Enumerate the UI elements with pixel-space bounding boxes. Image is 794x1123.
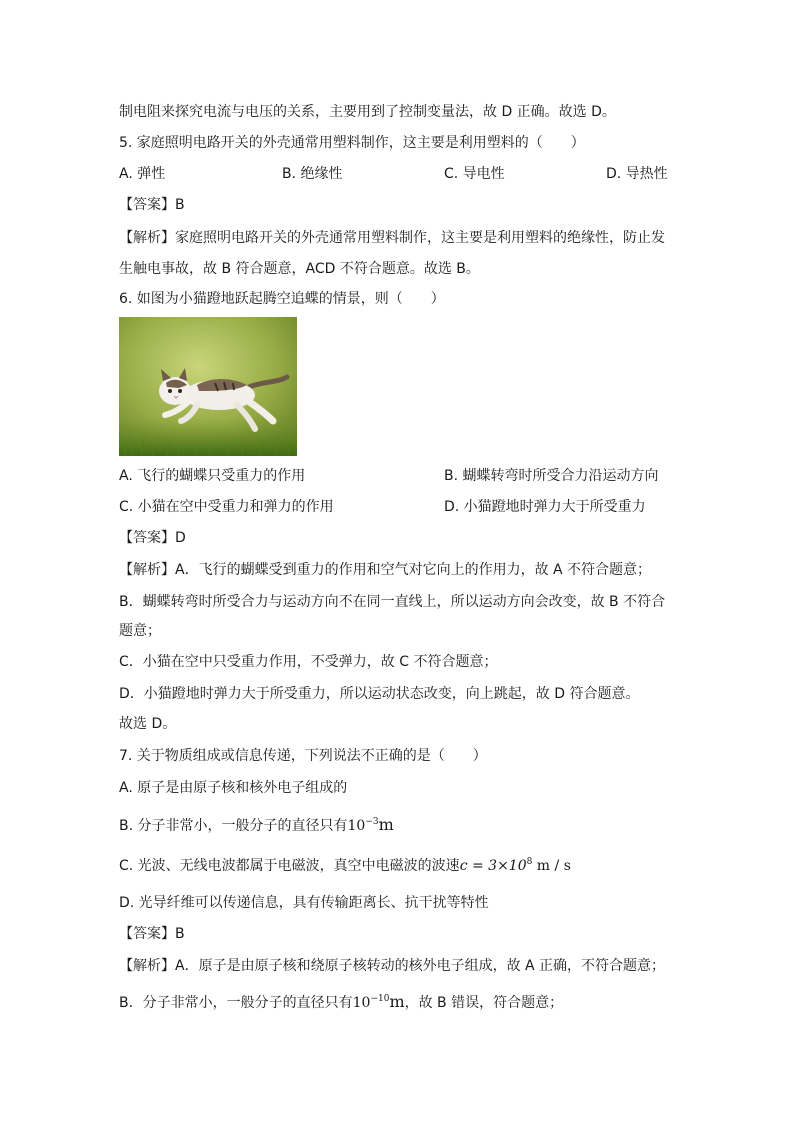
q7-analysis-a: 【解析】A．原子是由原子核和绕原子核转动的核外电子组成，故 A 正确，不符合题意； (119, 958, 666, 974)
q7-option-c-formula: c = 3×10 (459, 858, 527, 874)
q7-option-b-base: 10 (347, 818, 366, 834)
kitten-image (119, 317, 297, 456)
q6-option-b: B. 蝴蝶转弯时所受合力沿运动方向 (444, 468, 659, 484)
q6-analysis-a: 【解析】A．飞行的蝴蝶受到重力的作用和空气对它向上的作用力，故 A 不符合题意； (119, 562, 652, 578)
q7-option-b-text: B. 分子非常小，一般分子的直径只有 (119, 818, 348, 834)
q7-analysis-b-unit: m (389, 992, 405, 1011)
q7-stem: 7. 关于物质组成或信息传递，下列说法不正确的是（ ） (119, 748, 487, 764)
q7-analysis-b (119, 992, 563, 1013)
q7-option-c (119, 856, 571, 876)
q5-analysis-line2: 生触电事故，故 B 符合题意，ACD 不符合题意。故选 B。 (119, 261, 480, 277)
q7-option-d: D. 光导纤维可以传递信息，具有传输距离长、抗干扰等特性 (119, 895, 489, 911)
q6-stem: 6. 如图为小猫蹬地跃起腾空追蝶的情景，则（ ） (119, 291, 445, 307)
q7-answer: 【答案】B (119, 926, 185, 942)
q7-option-b-exponent: −3 (365, 817, 379, 827)
q7-option-c-formula-exponent: 8 (526, 857, 533, 867)
q6-analysis-b-line1: B．蝴蝶转弯时所受合力与运动方向不在同一直线上，所以运动方向会改变，故 B 不符合 (119, 594, 666, 610)
q5-analysis-line1: 【解析】家庭照明电路开关的外壳通常用塑料制作，这主要是利用塑料的绝缘性，防止发 (119, 230, 665, 246)
q5-option-c: C. 导电性 (444, 166, 505, 182)
q7-option-c-formula-unit: m / s (532, 858, 571, 874)
q6-conclusion: 故选 D。 (119, 716, 177, 732)
q7-analysis-b-exponent: −10 (370, 994, 390, 1004)
q7-analysis-b-tail: ，故 B 错误，符合题意； (404, 995, 564, 1011)
q5-option-d: D. 导热性 (606, 166, 668, 182)
q6-option-c: C. 小猫在空中受重力和弹力的作用 (119, 499, 334, 515)
q7-option-c-text: C. 光波、无线电波都属于电磁波，真空中电磁波的波速 (119, 858, 460, 874)
q5-option-a: A. 弹性 (119, 166, 166, 182)
q6-option-a: A. 飞行的蝴蝶只受重力的作用 (119, 468, 306, 484)
q7-option-b-unit: m (378, 815, 394, 834)
q7-option-a: A. 原子是由原子核和核外电子组成的 (119, 780, 348, 796)
q6-option-d: D. 小猫蹬地时弹力大于所受重力 (444, 499, 646, 515)
q7-analysis-b-base: 10 (352, 995, 371, 1011)
q7-analysis-b-text: B．分子非常小，一般分子的直径只有 (119, 995, 353, 1011)
q5-answer: 【答案】B (119, 197, 185, 213)
q6-analysis-b-line2: 题意； (119, 623, 161, 639)
q7-option-b (119, 815, 394, 836)
q6-analysis-d: D．小猫蹬地时弹力大于所受重力，所以运动状态改变，向上跳起，故 D 符合题意。 (119, 686, 640, 702)
q6-analysis-c: C．小猫在空中只受重力作用，不受弹力，故 C 不符合题意； (119, 654, 498, 670)
q5-stem: 5. 家庭照明电路开关的外壳通常用塑料制作，这主要是利用塑料的（ ） (119, 135, 585, 151)
q6-answer: 【答案】D (119, 530, 186, 546)
q5-option-b: B. 绝缘性 (282, 166, 343, 182)
intro-line: 制电阻来探究电流与电压的关系，主要用到了控制变量法，故 D 正确。故选 D。 (119, 104, 616, 120)
kitten-photo (119, 317, 297, 456)
